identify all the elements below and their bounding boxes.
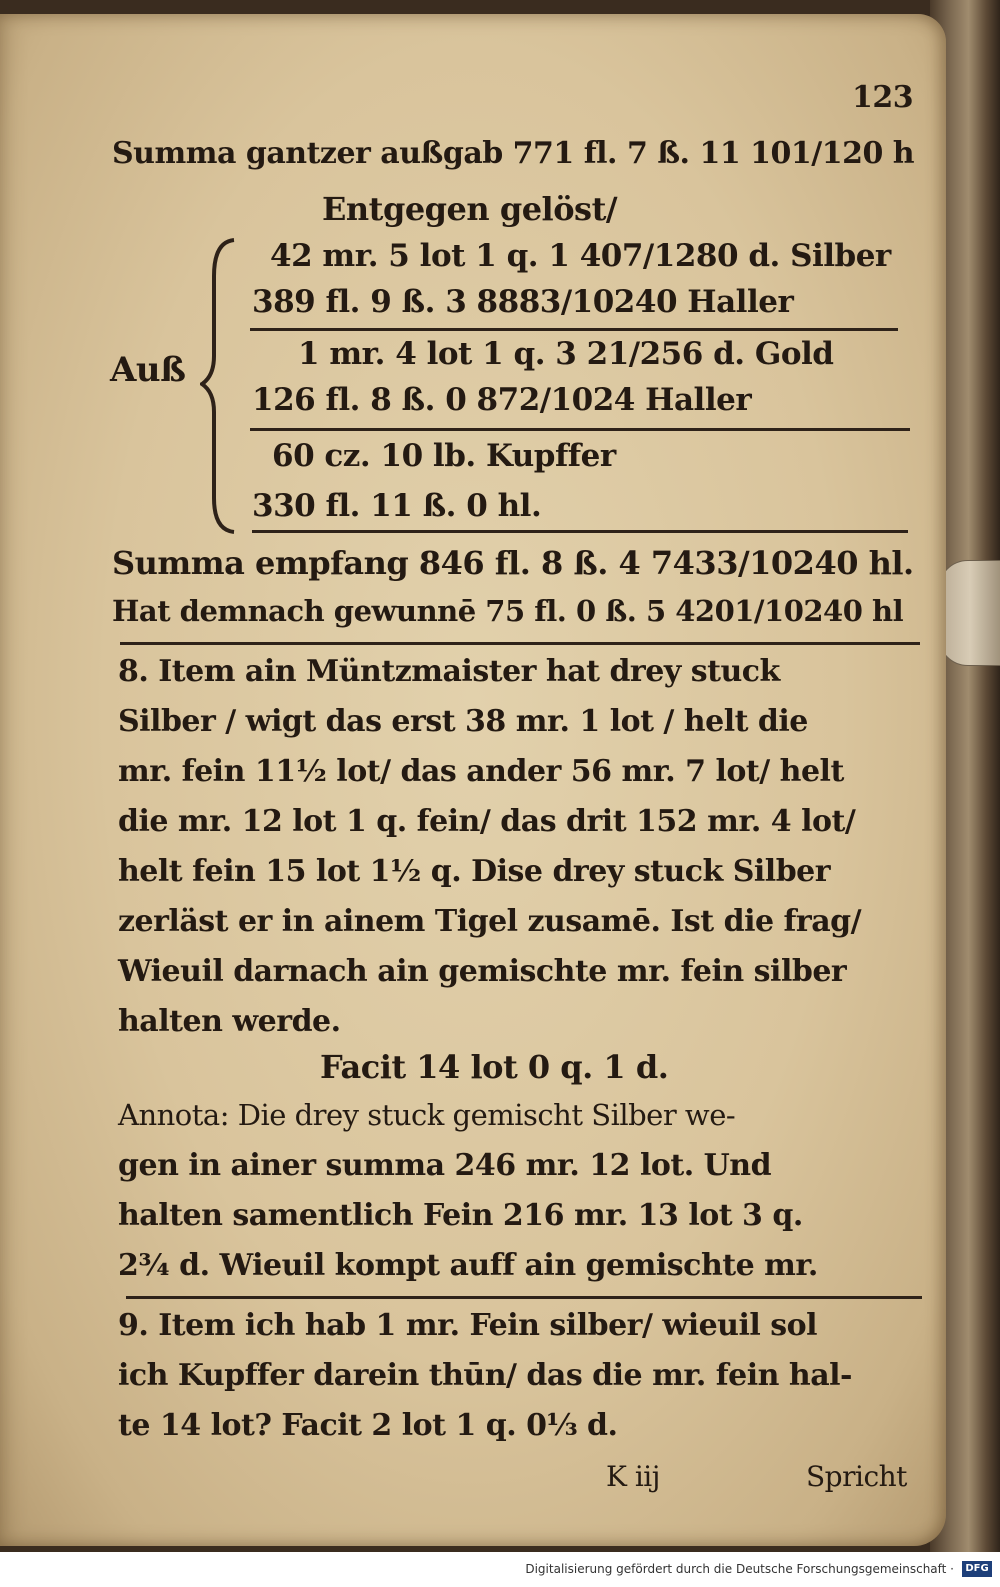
text-line: Silber / wigt das erst 38 mr. 1 lot / helt die [118, 704, 808, 739]
text-line: gen in ainer summa 246 mr. 12 lot. Und [118, 1148, 772, 1183]
curly-brace-icon [200, 236, 240, 536]
divider-rule [252, 530, 908, 533]
book-page [0, 14, 946, 1546]
text-line: 60 cz. 10 lb. Kupffer [272, 438, 616, 474]
divider-rule [250, 428, 910, 431]
text-line: 8. Item ain Müntzmaister hat drey stuck [118, 654, 780, 689]
text-line: Wieuil darnach ain gemischte mr. fein silber [118, 954, 847, 989]
text-line: Hat demnach gewunnē 75 fl. 0 ß. 5 4201/10240 hl [112, 594, 904, 628]
text-line: 389 fl. 9 ß. 3 8883/10240 Haller [252, 284, 794, 320]
text-line: helt fein 15 lot 1½ q. Dise drey stuck Silber [118, 854, 831, 889]
text-line: Summa gantzer außgab 771 fl. 7 ß. 11 101/120 h [112, 136, 915, 171]
text-line: 126 fl. 8 ß. 0 872/1024 Haller [252, 382, 752, 418]
book-clasp [938, 560, 1000, 666]
divider-rule [120, 642, 920, 645]
text-line: halten samentlich Fein 216 mr. 13 lot 3 q. [118, 1198, 803, 1233]
text-line: Annota: Die drey stuck gemischt Silber we- [118, 1098, 736, 1132]
text-line: Summa empfang 846 fl. 8 ß. 4 7433/10240 hl. [112, 544, 914, 582]
catchword: Spricht [806, 1460, 907, 1493]
dfg-logo: DFG [962, 1561, 992, 1577]
text-line: mr. fein 11½ lot/ das ander 56 mr. 7 lot/ helt [118, 754, 844, 789]
divider-rule [250, 328, 898, 331]
text-line: 330 fl. 11 ß. 0 hl. [252, 488, 542, 524]
footer-bar [0, 1552, 1000, 1587]
text-line: 42 mr. 5 lot 1 q. 1 407/1280 d. Silber [270, 238, 891, 274]
text-line: zerläst er in ainem Tigel zusamē. Ist die frag/ [118, 904, 862, 939]
text-line: 2¾ d. Wieuil kompt auff ain gemischte mr. [118, 1248, 818, 1283]
text-line: Entgegen gelöst/ [322, 190, 618, 228]
text-line: halten werde. [118, 1004, 341, 1039]
text-line: 9. Item ich hab 1 mr. Fein silber/ wieuil sol [118, 1308, 818, 1343]
page-number: 123 [852, 80, 914, 115]
signature-mark: K iij [606, 1460, 660, 1493]
text-line: 1 mr. 4 lot 1 q. 3 21/256 d. Gold [298, 336, 834, 372]
text-line: te 14 lot? Facit 2 lot 1 q. 0⅓ d. [118, 1408, 618, 1443]
facit-line: Facit 14 lot 0 q. 1 d. [320, 1048, 669, 1086]
footer-credit: Digitalisierung gefördert durch die Deutsche Forschungsgemeinschaft · [525, 1562, 954, 1576]
text-line: ich Kupffer darein thūn/ das die mr. fein hal- [118, 1358, 853, 1393]
text-line: die mr. 12 lot 1 q. fein/ das drit 152 mr. 4 lot/ [118, 804, 856, 839]
brace-label: Auß [110, 350, 186, 390]
divider-rule [126, 1296, 922, 1299]
